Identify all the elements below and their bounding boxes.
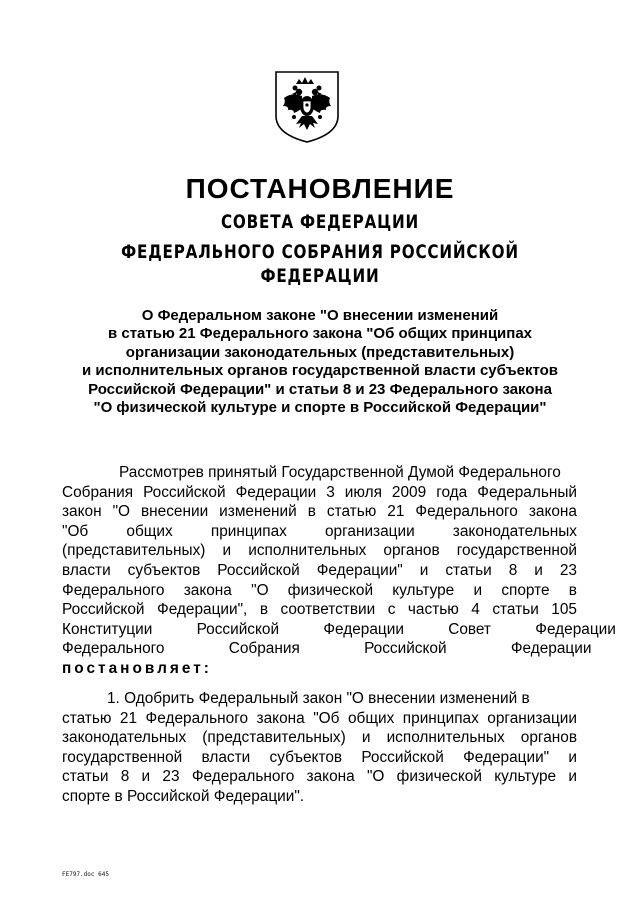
paragraph-line: Собрания Российской Федерации 3 июля 2009 года Федеральный [62, 483, 577, 501]
paragraph-line: Рассмотрев принятый Государственной Думой Федерального [119, 464, 561, 481]
document-subtitle-line2: ФЕДЕРАЛЬНОГО СОБРАНИЯ РОССИЙСКОЙ ФЕДЕРАЦИИ [121, 241, 519, 287]
heading-line: Российской Федерации" и статьи 8 и 23 Федерального закона [88, 380, 552, 398]
paragraph-line: 1. Одобрить Федеральный закон "О внесении изменений в [107, 690, 530, 707]
resolution-heading [70, 307, 570, 417]
paragraph-line: Российской Федерации", в соответствии с частью 4 статьи 105 [62, 601, 577, 619]
paragraph-line: закон "О внесении изменений в статью 21 Федерального закона [62, 503, 577, 521]
paragraph-line: статьи 8 и 23 Федерального закона "О физической культуре и [62, 768, 577, 786]
paragraph-line: государственной власти субъектов Российской Федерации" и [62, 748, 577, 766]
heading-line: и исполнительных органов государственной власти субъектов [81, 362, 559, 380]
paragraph-line: Конституции Российской Федерации Совет Федерации [62, 620, 616, 638]
paragraph-line: Федерального Собрания Российской Федерации [62, 640, 592, 658]
paragraph-line: "Об общих принципах организации законодательных [62, 522, 577, 540]
document-footer-code: FE797.doc 645 [62, 871, 109, 878]
paragraph-line: законодательных (представительных) и исполнительных органов [62, 729, 577, 747]
document-title: ПОСТАНОВЛЕНИЕ [185, 173, 455, 204]
paragraph-line: спорте в Российской Федерации". [62, 787, 305, 805]
heading-line: "О физической культуре и спорте в Российской Федерации" [93, 399, 547, 417]
preamble-paragraph [62, 463, 616, 679]
resolution-item-1 [62, 689, 577, 807]
paragraph-line: Федерального закона "О физической культуре и спорте в [62, 581, 577, 599]
document-subtitle-line1: СОВЕТА ФЕДЕРАЦИИ [220, 211, 420, 233]
paragraph-line: статью 21 Федерального закона "Об общих принципах организации [62, 709, 577, 727]
heading-line: организации законодательных (представительных) [125, 343, 515, 361]
coat-of-arms-icon [272, 70, 342, 144]
heading-line: О Федеральном законе "О внесении изменений [141, 307, 499, 324]
paragraph-line: власти субъектов Российской Федерации" и статьи 8 и 23 [62, 561, 577, 579]
resolve-word: постановляет: [62, 659, 212, 677]
paragraph-line: (представительных) и исполнительных органов государственной [62, 542, 577, 560]
heading-line: в статью 21 Федерального закона "Об общих принципах [107, 325, 533, 343]
